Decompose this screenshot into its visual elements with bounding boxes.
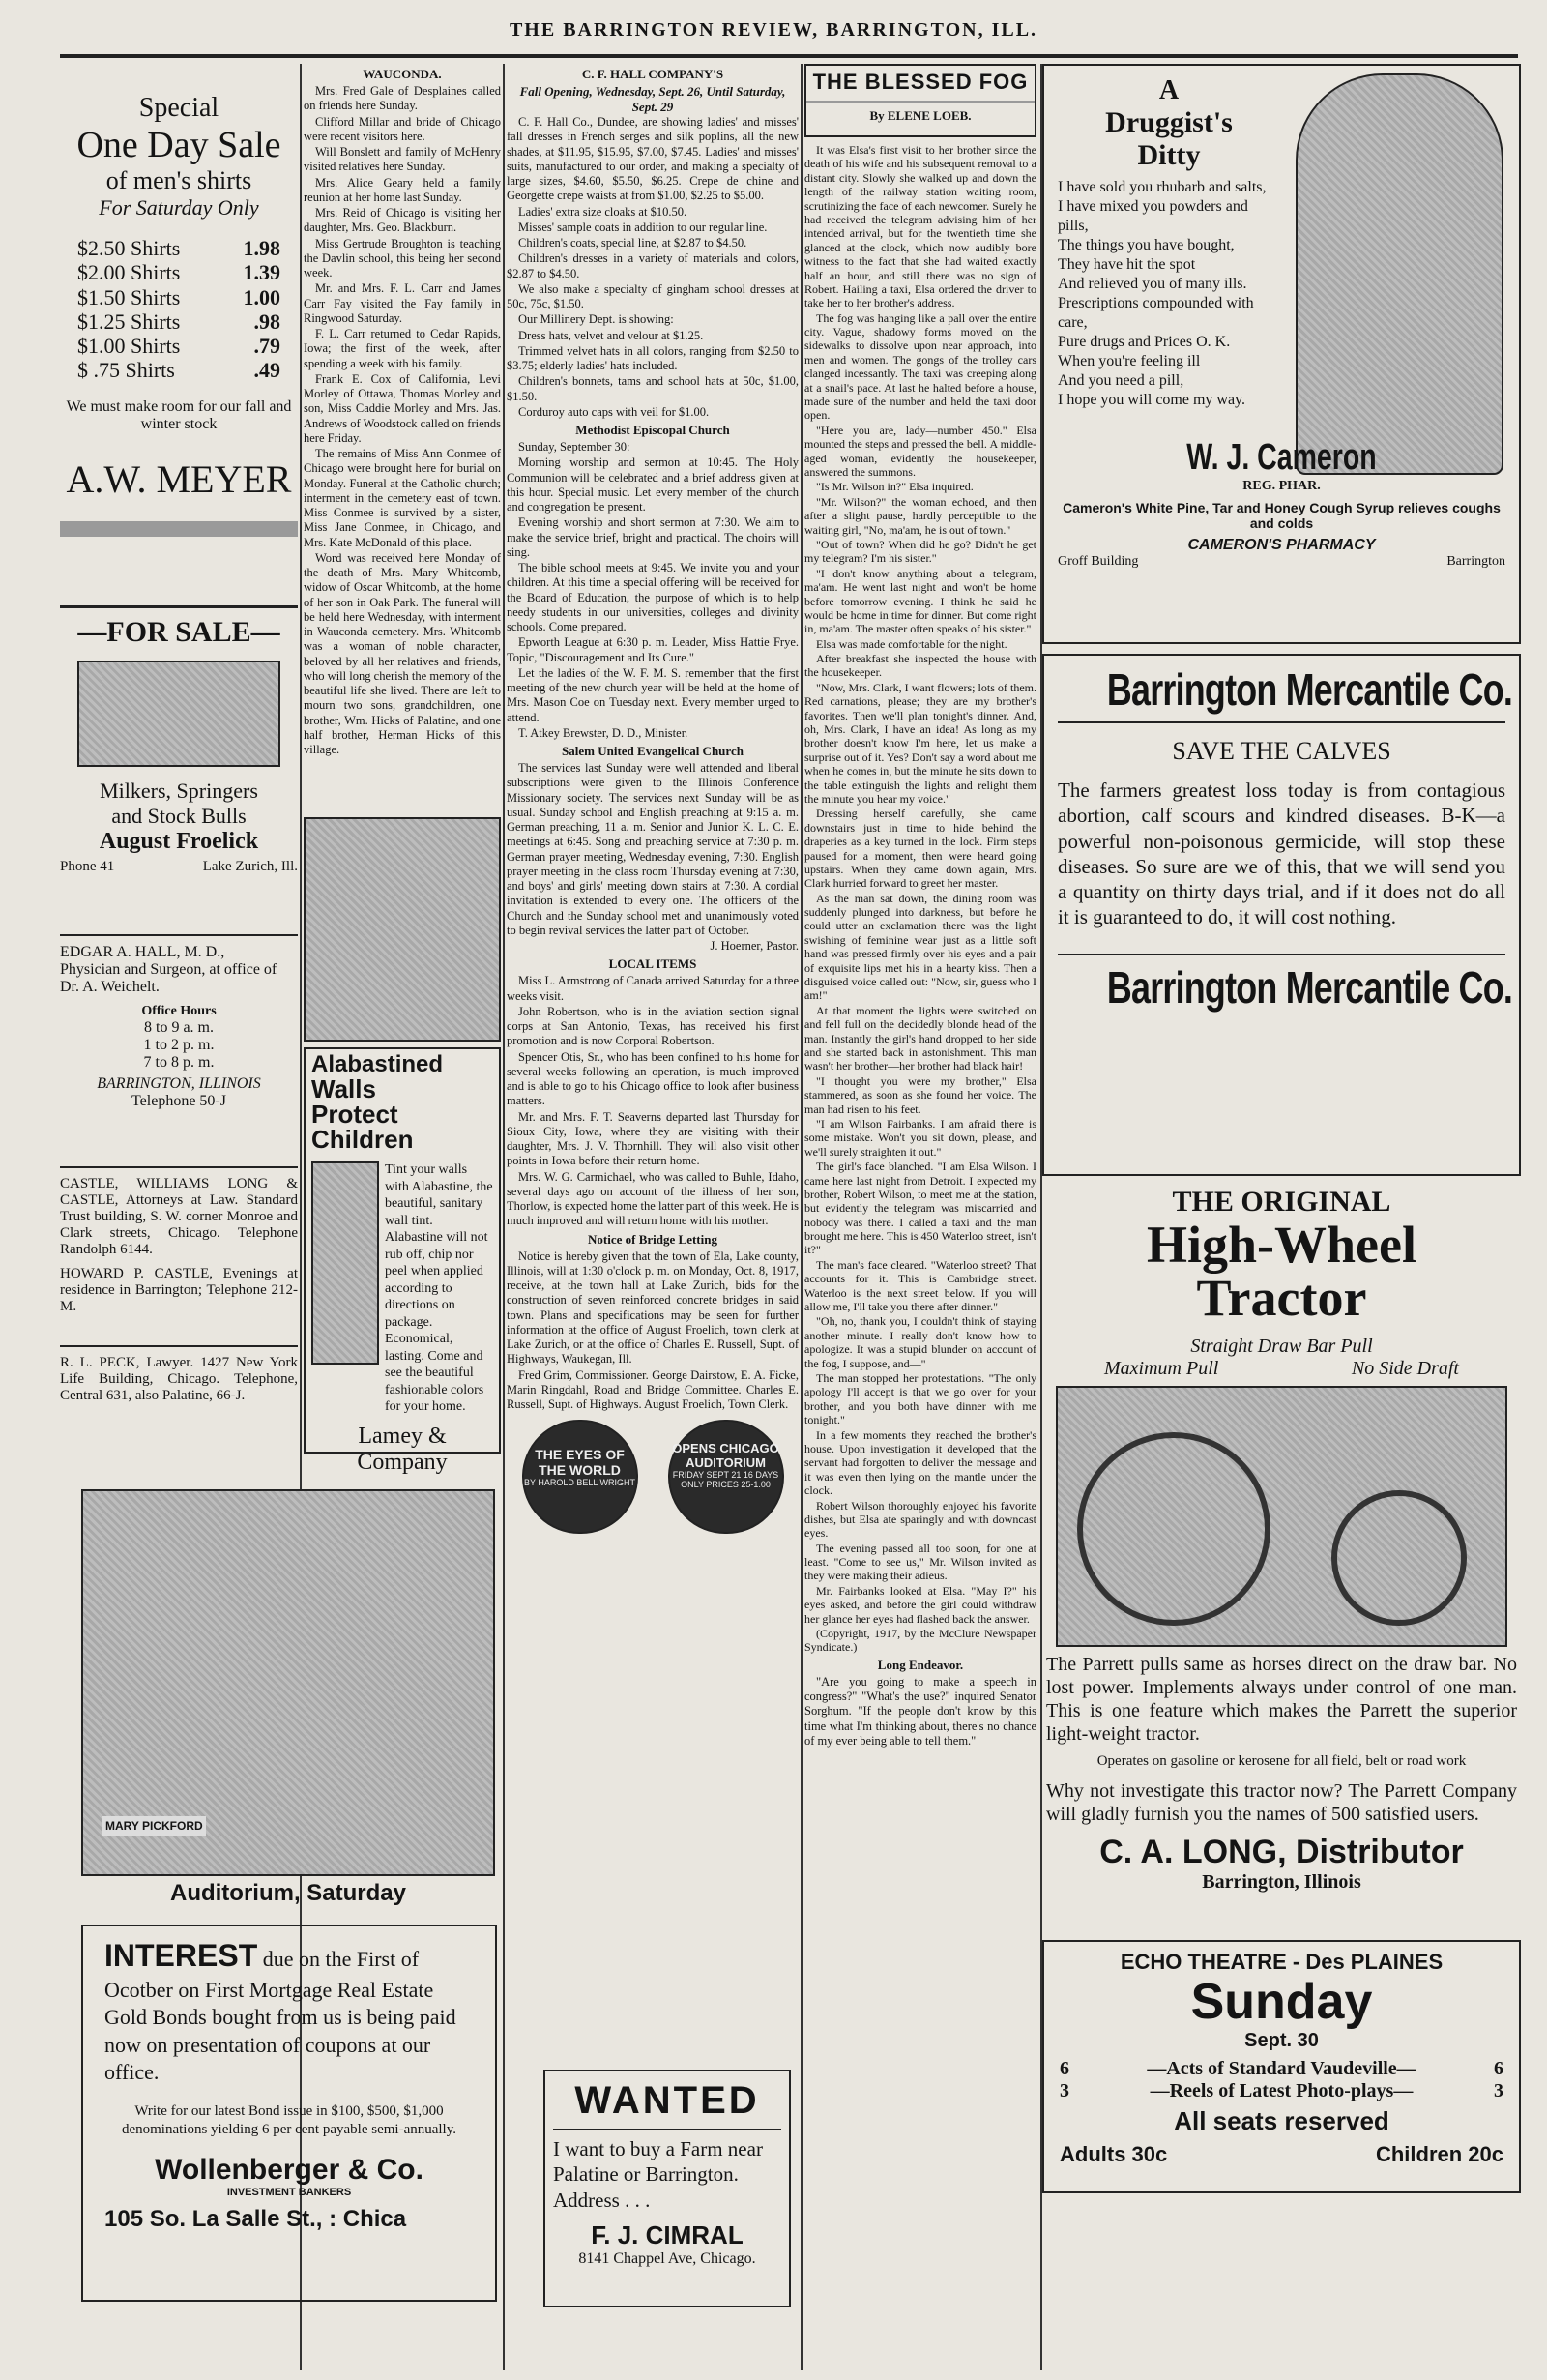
phone: Phone 41 <box>60 859 115 874</box>
lawyer-text: R. L. PECK, Lawyer. 1427 New York Life Building, Chicago. Telephone, Central 631, also Palatine, 66-J. <box>60 1355 298 1403</box>
ad-heading: WANTED <box>574 2079 760 2122</box>
paragraph: Will Bonslett and family of McHenry visited relatives here Sunday. <box>304 145 501 174</box>
paragraph: Mrs. Alice Geary held a family reunion at her home last Sunday. <box>304 175 501 204</box>
package-illustration <box>311 1161 379 1365</box>
ad-body: The Parrett pulls same as horses direct on the draw bar. No lost power. Implements always under control of one man. This is one feature which makes the Parrett the superior light-weight tractor. <box>1046 1653 1517 1745</box>
badge-subtitle: FRIDAY SEPT 21 16 DAYS ONLY PRICES 25-1.00 <box>672 1470 779 1490</box>
ad-body: Why not investigate this tractor now? The Parrett Company will gladly furnish you the names of 500 satisfied users. <box>1046 1779 1517 1825</box>
paragraph: The services last Sunday were well attended and liberal subscriptions were given to the Illinois Conference Missionary society. The services next Sunday will be as usual. Sunday school and English preaching at 9:15 a. m. German preaching, 11 a. m. Senior and Junior K. L. C. E. meetings at 6:45. Song and preaching service at 7:30 p. m. German prayer meeting, Wednesday evening, 7:30. English prayer meeting in the class room Thursday evening at 7:30, and boys' and girls' meeting down stairs at 7:30. A cordial invitation is extended to every one. The officers of the Church and the Sunday school met and unanimously voted to begin revival services the latter part of October. <box>507 761 799 937</box>
program-count: 6 <box>1494 2058 1503 2080</box>
paragraph: Miss L. Armstrong of Canada arrived Saturday for a three weeks visit. <box>507 974 799 1003</box>
ad-heading: THE ORIGINAL <box>1172 1186 1391 1218</box>
attorney-text-2: HOWARD P. CASTLE, Evenings at residence in Barrington; Telephone 212-M. <box>60 1266 298 1314</box>
column-rule <box>801 64 803 2370</box>
price-list <box>60 236 298 383</box>
tractor-illustration <box>1056 1386 1507 1647</box>
paragraph: The man's face cleared. "Waterloo street? That accounts for it. This is Cambridge street. Waterloo is the next street below. If you will allow me, I'll take you there after dinner." <box>804 1257 1036 1314</box>
article-body <box>507 115 799 420</box>
paragraph: We also make a specialty of gingham school dresses at 50c, 75c, $1.50. <box>507 281 799 310</box>
distributor-town: Barrington, Illinois <box>1202 1870 1361 1893</box>
paragraph: "I thought you were my brother," Elsa stammered, as soon as she found her voice. The man had risen to his feet. <box>804 1073 1036 1116</box>
item-label: $1.00 Shirts <box>77 334 181 359</box>
poem-line: I have sold you rhubarb and salts, <box>1058 179 1267 195</box>
paragraph: After breakfast she inspected the house with the housekeeper. <box>804 652 1036 680</box>
ad-note: We must make room for our fall and winter stock <box>66 397 292 432</box>
paragraph: Dress hats, velvet and velour at $1.25. <box>518 328 704 342</box>
photo-caption: Auditorium, Saturday <box>169 1880 407 1906</box>
paragraph: Mrs. Reid of Chicago is visiting her daughter, Mrs. Geo. Blackburn. <box>304 206 501 235</box>
paragraph: Morning worship and sermon at 10:45. The Holy Communion will be celebrated and a brief address given at this hour. Special music. Let every member of the church and congregation be present. <box>507 455 799 514</box>
ad-line: and Stock Bulls <box>111 804 247 828</box>
column-5 <box>1042 64 1521 2365</box>
item-price: 1.98 <box>243 236 280 260</box>
paragraph: Mr. and Mrs. F. T. Seaverns departed last Thursday for Sioux City, Iowa, where they are visiting with their daughter, Mrs. J. V. Thornhill. They will also visit other points in Iowa before their return home. <box>507 1109 799 1168</box>
paragraph: Children's coats, special line, at $2.87 to $4.50. <box>518 236 747 250</box>
ad-line: Milkers, Springers <box>100 779 258 803</box>
paragraph: "Out of town? When did he go? Didn't he get my telegram? I'm his sister." <box>804 537 1036 566</box>
paragraph: Ladies' extra size cloaks at $10.50. <box>518 204 687 219</box>
ad-address: 8141 Chappel Ave, Chicago. <box>578 2249 756 2267</box>
shirt-sale-ad <box>60 64 298 605</box>
paragraph: Mrs. W. G. Carmichael, who was called to Buhle, Idaho, several days ago on account of the illness of her son, Thorlow, is expected home the latter part of this week. He is much improved and will return home with his mother. <box>507 1169 799 1228</box>
article-body <box>507 761 799 954</box>
poem-line: And you need a pill, <box>1058 372 1184 389</box>
paragraph: Elsa was made comfortable for the night. <box>816 636 1007 651</box>
mercantile-ad <box>1042 654 1521 1176</box>
ad-heading: Druggist's <box>1105 106 1233 138</box>
paragraph: Miss Gertrude Broughton is teaching the Davlin school, this being her second week. <box>304 236 501 279</box>
paragraph: "Here you are, lady—number 450." Elsa mounted the steps and pressed the bell. A middle-aged woman, evidently the housekeeper, answered the summons. <box>804 423 1036 479</box>
paragraph: Spencer Otis, Sr., who has been confined to his home for several weeks following an operation, is much improved and is able to go to his Chicago office to look after business matters. <box>507 1049 799 1108</box>
attorney-card <box>60 1166 298 1345</box>
item-price: .79 <box>253 334 280 359</box>
ad-heading: —FOR SALE— <box>77 616 280 648</box>
eyes-of-world-ad <box>507 1420 799 1534</box>
section-title: C. F. HALL COMPANY'S <box>581 67 724 81</box>
cow-illustration <box>77 661 280 767</box>
paragraph: In a few moments they reached the brother's house. Upon investigation it developed that the servant had forgotten to deliver the message and it was even then lying on the mantle under the clock. <box>804 1427 1036 1498</box>
paragraph: "Now, Mrs. Clark, I want flowers; lots of them. Red carnations, please; they are my brother's favorites. Then we'll plan tonight's dinner. And, oh, Mrs. Clark, I have an idea! As long as my brother doesn't know I'm here, let us make a surprise out of it. Yes? Don't say a word about me when he comes in, but the minute he sits down to the table extinguish the lights and relight them the minute you hear my voice." <box>804 680 1036 806</box>
ad-badge <box>522 1420 638 1534</box>
article-body <box>507 1249 799 1413</box>
paragraph: T. Atkey Brewster, D. D., Minister. <box>518 725 688 740</box>
program-item: —Reels of Latest Photo-plays— <box>1150 2080 1414 2102</box>
echo-theatre-ad <box>1042 1940 1521 2193</box>
poem-line: I have mixed you powders and pills, <box>1058 198 1248 234</box>
item-label: $2.50 Shirts <box>77 236 181 260</box>
signature: Fred Grim, Commissioner. George Dairstow, E. A. Ficke, Marin Ringdahl, Road and Bridge Committee. Charles E. Russell, Supt. of Highways. August Froelich, Town Clerk. <box>507 1367 799 1411</box>
badge-subtitle: BY HAROLD BELL WRIGHT <box>523 1478 636 1488</box>
decorative-bar <box>60 521 298 537</box>
distributor-name: C. A. LONG, Distributor <box>1099 1833 1464 1870</box>
paragraph: Robert Wilson thoroughly enjoyed his favorite dishes, but Elsa ate sparingly and with downcast eyes. <box>804 1498 1036 1541</box>
header-rule <box>60 54 1518 58</box>
paragraph: Word was received here Monday of the death of Mrs. Mary Whitcomb, widow of Oscar Whitcomb, at the home of her son in Oak Park. The funeral will be held here Wednesday, with interment in Wauconda cemetery. Mrs. Whitcomb was a woman of noble character, beloved by all her relatives and friends, who will long cherish the memory of the beautiful life she lived. There are left to mourn two sons, grandchildren, one brother, Wm. Hicks of Palatine, and one half brother, Herman Hicks of this village. <box>304 550 501 756</box>
tractor-ad <box>1042 1186 1521 1921</box>
ad-note: Operates on gasoline or kerosene for all field, belt or road work <box>1096 1752 1467 1769</box>
ad-heading: Special <box>138 93 219 123</box>
wanted-ad <box>543 2070 791 2307</box>
section-title: Notice of Bridge Letting <box>588 1231 717 1247</box>
story-author: By ELENE LOEB. <box>869 108 972 123</box>
ad-text: due on the First of Ocotber on First Mortgage Real Estate Gold Bonds bought from us is being paid now on presentation of coupons at our office. <box>104 1947 456 2085</box>
item-label: $ .75 Shirts <box>77 358 175 383</box>
ad-heading: SAVE THE CALVES <box>1172 737 1391 765</box>
section-title: Methodist Episcopal Church <box>575 423 730 437</box>
paragraph: John Robertson, who is in the aviation section signal corps at San Antonio, Texas, has received his first promotion and is now Corporal Robertson. <box>507 1004 799 1048</box>
pharmacist-name: W. J. Cameron <box>1186 437 1377 478</box>
section-title: WAUCONDA. <box>363 67 442 81</box>
program-count: 3 <box>1060 2080 1069 2102</box>
paragraph: Mrs. Fred Gale of Desplaines called on friends here Sunday. <box>304 84 501 113</box>
store-name: A.W. MEYER <box>66 456 292 501</box>
badge-title: THE EYES OF THE WORLD <box>535 1447 625 1479</box>
town: Barrington <box>1446 554 1505 569</box>
ad-subheading: No Side Draft <box>1351 1357 1459 1379</box>
paragraph: "Oh, no, thank you, I couldn't think of staying another minute. I really don't know how to apologize. It was a stupid blunder on account of the fog, I suppose, and—" <box>804 1314 1036 1370</box>
seller-name: August Froelick <box>99 829 259 854</box>
pharmacy-name: CAMERON'S PHARMACY <box>1187 537 1376 553</box>
paragraph: It was Elsa's first visit to her brother since the death of his wife and his subsequent removal to a distant city. Slowly she walked up and down the length of the railway station waiting room, scrutinizing the face of each newcomer. Surely he had received the telegram advising him of her intended arrival, but for the twentieth time she glanced at the clock, which now audibly bore witness to the fact that she had waited exactly half an hour, and still there was no sign of Robert. Hailing a taxi, Elsa ordered the driver to take her to her brother's address. <box>804 143 1036 310</box>
poem-line: Prescriptions compounded with care, <box>1058 295 1254 331</box>
price-row <box>60 334 298 358</box>
paragraph: As the man sat down, the dining room was suddenly plunged into darkness, but before he could utter an exclamation there was the light swishing of feminine wear just as a little soft hand was pressed firmly over his eyes and a pair of exquisite lips met his in a hearty kiss. Then a disguised voice called out: "Now, sir, guess who I am!" <box>804 891 1036 1003</box>
auditorium-photo <box>81 1489 495 1876</box>
firm-name: Wollenberger & Co. <box>155 2153 423 2186</box>
paragraph: F. L. Carr returned to Cedar Rapids, Iowa; the first of the week, after spending a week with his family. <box>304 327 501 370</box>
druggist-ad <box>1042 64 1521 644</box>
ad-heading: Ditty <box>1137 139 1201 171</box>
doctor-tel: Telephone 50-J <box>131 1093 226 1109</box>
paragraph: The fog was hanging like a pall over the entire city. Vague, shadowy forms moved on the sidewalks to dissolve upon near approach, into men and women. The gongs of the trolley cars clanged incessantly. The taxi was creeping along at a snail's pace. At last he halted before a house, made sure of the number and held the taxi door open. <box>804 310 1036 423</box>
item-label: $1.25 Shirts <box>77 309 181 334</box>
doctor-desc: Physician and Surgeon, at office of Dr. A. Weichelt. <box>60 961 277 995</box>
store-name: Barrington Mercantile Co. <box>1106 961 1513 1013</box>
doctor-name: EDGAR A. HALL, M. D., <box>60 944 225 960</box>
paragraph: Epworth League at 6:30 p. m. Leader, Miss Hattie Frye. Topic, "Discouragement and Its Cure." <box>507 635 799 664</box>
ad-heading: Walls <box>311 1074 376 1103</box>
ad-heading: Children <box>311 1125 414 1154</box>
price-row <box>60 358 298 382</box>
story-title-box <box>804 64 1036 137</box>
wauconda-news <box>304 67 501 811</box>
ad-subheading: Maximum Pull <box>1104 1357 1219 1379</box>
hours-line: 7 to 8 p. m. <box>143 1054 215 1071</box>
section-title: LOCAL ITEMS <box>608 956 697 972</box>
ad-body: I want to buy a Farm near Palatine or Barrington. Address . . . <box>553 2137 763 2212</box>
prices <box>1060 2142 1503 2167</box>
paragraph: Mr. Fairbanks looked at Elsa. "May I?" his eyes asked, and before the girl could withdraw her glance her eyes had flashed back the answer. <box>804 1583 1036 1626</box>
doctor-city: BARRINGTON, ILLINOIS <box>97 1075 261 1092</box>
show-day: Sunday <box>1190 1974 1373 2030</box>
column-4 <box>804 64 1036 2356</box>
ad-subheadings <box>1046 1358 1517 1380</box>
item-price: .49 <box>253 358 280 383</box>
children-illustration <box>304 817 501 1042</box>
price-row <box>60 285 298 309</box>
article-body <box>804 1675 1036 1748</box>
paragraph: Notice is hereby given that the town of Ela, Lake county, Illinois, will at 1:30 o'clock p. m. on Monday, Oct. 8, 1917, receive, at the town hall at Lake Zurich, bids for the construction of seven reinforced concrete bridges in said town. Plans and specifications may be seen for further information at the office of August Froelich, town clerk at Lake Zurich, or at the office of Charles E. Russell, Supt. of Highways, Waukegan, Ill. <box>507 1249 799 1366</box>
doctor-card <box>60 934 298 1166</box>
program-count: 3 <box>1493 2080 1503 2102</box>
column-3 <box>507 64 799 2356</box>
ad-heading: INTEREST <box>104 1938 258 1973</box>
section-subtitle: Fall Opening, Wednesday, Sept. 26, Until Saturday, Sept. 29 <box>519 84 786 114</box>
paragraph: The evening passed all too soon, for one at least. "Come to see us," Mr. Wilson invited as they were making their adieus. <box>804 1541 1036 1583</box>
show-date: Sept. 30 <box>1244 2030 1319 2052</box>
paragraph: Misses' sample coats in addition to our regular line. <box>518 220 768 234</box>
ad-body <box>104 1936 474 2087</box>
paragraph: Trimmed velvet hats in all colors, ranging from $2.50 to $3.75; elderly ladies' hats included. <box>507 343 799 372</box>
paragraph: Frank E. Cox of California, Levi Morley of Ottawa, Thomas Morley and son, Miss Caddie Morley and Mrs. Jas. Andrews of Woodstock called on friends here Friday. <box>304 371 501 445</box>
paragraph: "Is Mr. Wilson in?" Elsa inquired. <box>816 480 974 494</box>
ad-body: Tint your walls with Alabastine, the beautiful, sanitary wall tint. Alabastine will not rub off, chip nor peel when applied according to directions on package. Economical, lasting. Come and see the beautiful fashionable colors for your home. <box>385 1162 493 1414</box>
paragraph: At that moment the lights were switched on and fell full on the decidedly blonde head of the man. Instantly the girl's hand dropped to her side and she started back in astonishment. This man wasn't her brother—her brother had black hair! <box>804 1003 1036 1073</box>
store-name: Barrington Mercantile Co. <box>1106 664 1513 715</box>
poem <box>1058 178 1280 410</box>
paragraph: The remains of Miss Ann Conmee of Chicago were brought here for burial on Monday. Funeral at the Catholic church; interment in the cemetery east of town. Miss Conmee is survived by a sister, Miss Jane Conmee, in Chicago, and Mrs. Kate McDonald of this place. <box>304 447 501 549</box>
item-price: 1.00 <box>243 284 280 309</box>
article-body <box>507 440 799 741</box>
lawyer-card <box>60 1345 298 1452</box>
interest-ad <box>81 1925 497 2302</box>
paragraph: The bible school meets at 9:45. We invite you and your children. At this time a special offering will be received for the Board of Education, the purpose of which is to help needy students in our universities, colleges and divinity schools. Come prepared. <box>507 561 799 633</box>
seating-note: All seats reserved <box>1174 2106 1389 2136</box>
attorney-text: CASTLE, WILLIAMS LONG & CASTLE, Attorneys at Law. Standard Trust building, S. W. corner Monroe and Clark streets, Chicago. Telephone Randolph 6144. <box>60 1176 298 1257</box>
pharmacist-title: REG. PHAR. <box>1242 479 1321 493</box>
section-title: Long Endeavor. <box>877 1657 964 1672</box>
price-row <box>60 260 298 284</box>
paragraph: Children's bonnets, tams and school hats at 50c, $1.00, $1.50. <box>507 374 799 403</box>
poem-line: When you're feeling ill <box>1058 353 1201 369</box>
story-body <box>804 143 1036 1655</box>
store-name: Lamey & Company <box>357 1423 448 1475</box>
ad-heading: A <box>1158 75 1180 105</box>
product-line: Cameron's White Pine, Tar and Honey Cough Syrup relieves coughs and colds <box>1063 500 1501 531</box>
ad-heading: of men's shirts <box>105 166 252 194</box>
hours-line: 1 to 2 p. m. <box>143 1037 215 1053</box>
article-body <box>507 974 799 1228</box>
program-row <box>1060 2058 1503 2080</box>
hours-title: Office Hours <box>141 1004 217 1018</box>
paragraph: "Mr. Wilson?" the woman echoed, and then after a slight pause, hardly perceptible to the waiting girl, "No, ma'am, he is out of town." <box>804 494 1036 537</box>
paragraph: C. F. Hall Co., Dundee, are showing ladies' and misses' fall dresses in French serges and silk poplins, all the new shades, at $11.95, $15.95, $7.00, $7.45. Ladies' and misses' suits, manufactured to our order, and making a specialty of large sizes, $4.60, $5.50, $6.25. Crepe de chine and Georgette crepe waists at from $1.00, $2.25 to $5.00. <box>507 115 799 203</box>
poem-line: And relieved you of many ills. <box>1058 276 1247 292</box>
adult-price: Adults 30c <box>1060 2142 1168 2167</box>
paragraph: Corduroy auto caps with veil for $1.00. <box>518 404 710 419</box>
program-item: —Acts of Standard Vaudeville— <box>1147 2058 1416 2080</box>
ad-subheading: Straight Draw Bar Pull <box>1190 1335 1373 1357</box>
hours-line: 8 to 9 a. m. <box>144 1019 214 1036</box>
place: Lake Zurich, Ill. <box>202 859 298 874</box>
seller-contact <box>60 855 298 879</box>
column-rule <box>503 64 505 2370</box>
poem-line: They have hit the spot <box>1058 256 1196 273</box>
ad-name: F. J. CIMRAL <box>591 2219 744 2249</box>
poem-line: I hope you will come my way. <box>1058 392 1246 408</box>
item-price: .98 <box>253 309 280 334</box>
paragraph: "Are you going to make a speech in congress?" "What's the use?" inquired Senator Sorghum. "If the people don't know by this time what I'm thinking about, there's no chance of my ever being able to tell them." <box>804 1674 1036 1748</box>
page-header: THE BARRINGTON REVIEW, BARRINGTON, ILL. <box>509 19 1038 41</box>
program-count: 6 <box>1060 2058 1069 2080</box>
paragraph: The girl's face blanched. "I am Elsa Wilson. I came here last night from Detroit. I expected my brother, Robert Wilson, to meet me at the station, but evidently the telegram was miscarried and nobody was there. I called a taxi and the man brought me here. This is 450 Waterloo street, isn't it?" <box>804 1160 1036 1257</box>
for-sale-ad <box>60 605 298 934</box>
child-price: Children 20c <box>1375 2142 1503 2167</box>
pharmacy-address <box>1058 554 1505 570</box>
program-row <box>1060 2080 1503 2102</box>
item-label: $2.00 Shirts <box>77 260 181 285</box>
alabastine-ad <box>304 1047 501 1475</box>
paragraph: Our Millinery Dept. is showing: <box>518 312 674 327</box>
story-title: THE BLESSED FOG <box>812 70 1029 94</box>
photo-sign: MARY PICKFORD <box>102 1816 206 1836</box>
poem-line: The things you have bought, <box>1058 237 1235 253</box>
column-2 <box>304 64 501 1476</box>
paragraph: "I don't know anything about a telegram, ma'am. He went last night and won't be home before tomorrow evening. I think he said he would be home in time for dinner. But come right in, ma'am. The master often speaks of his sister." <box>804 566 1036 636</box>
druggist-illustration <box>1296 73 1503 475</box>
item-price: 1.39 <box>243 260 280 285</box>
paragraph: The man stopped her protestations. "The only apology I'll accept is that we go over for your brother, and you both have dinner with me tonight." <box>804 1370 1036 1427</box>
ad-subheading: For Saturday Only <box>99 195 259 220</box>
ad-heading: Tractor <box>1196 1269 1367 1327</box>
firm-subtitle: INVESTMENT BANKERS <box>226 2186 352 2198</box>
paragraph: (Copyright, 1917, by the McClure Newspaper Syndicate.) <box>804 1627 1036 1655</box>
price-row <box>60 309 298 334</box>
ad-note: Write for our latest Bond issue in $100, $500, $1,000 denominations yielding 6 per cent payable semi-annually. <box>121 2102 456 2138</box>
paragraph: Clifford Millar and bride of Chicago were recent visitors here. <box>304 114 501 143</box>
firm-address: 105 So. La Salle St., : Chica <box>104 2205 407 2232</box>
paragraph: Sunday, September 30: <box>518 440 630 454</box>
badge-title: OPENS CHICAGO AUDITORIUM <box>672 1441 779 1471</box>
article-body <box>304 84 501 757</box>
paragraph: Children's dresses in a variety of materials and colors, $2.87 to $4.50. <box>507 251 799 280</box>
ad-heading: One Day Sale <box>76 125 281 165</box>
ad-heading: Alabastined <box>311 1051 444 1077</box>
theatre-name: ECHO THEATRE - Des PLAINES <box>1120 1950 1444 1974</box>
signature: J. Hoerner, Pastor. <box>710 939 799 953</box>
paragraph: "I am Wilson Fairbanks. I am afraid there is some mistake. Won't you sit down, please, and we'll surely straighten it out." <box>804 1116 1036 1159</box>
price-row <box>60 236 298 260</box>
paragraph: Mr. and Mrs. F. L. Carr and James Carr Fay visited the Fay family in Ringwood Saturday. <box>304 281 501 325</box>
ad-heading: Protect <box>311 1100 398 1129</box>
building: Groff Building <box>1058 554 1139 569</box>
poem-line: Pure drugs and Prices O. K. <box>1058 334 1231 350</box>
paragraph: Evening worship and short sermon at 7:30. We aim to make the service brief, bright and practical. The choirs will sing. <box>507 515 799 559</box>
ad-body: The farmers greatest loss today is from contagious abortion, calf scours and kindred diseases. B-K—a powerful non-poisonous germicide, will stop these diseases. So sure are we of this, that we will send you a quantity on thirty days trial, and if it does not do all it is guaranteed to do, it will cost nothing. <box>1058 779 1505 929</box>
item-label: $1.50 Shirts <box>77 284 181 309</box>
ad-heading: High-Wheel <box>1147 1216 1416 1274</box>
paragraph: Dressing herself carefully, she came downstairs just in time to hide behind the draperies as a key turned in the lock. Firm steps paused for a moment, then were heard going upstairs. When they came down again, Mrs. Clark hurried forward to greet her master. <box>804 807 1036 891</box>
section-title: Salem United Evangelical Church <box>562 744 744 758</box>
paragraph: Let the ladies of the W. F. M. S. remember that the first meeting of the new church year will be held at the home of Mrs. Mason Coe on Tuesday next. Every member urged to attend. <box>507 665 799 724</box>
ad-badge <box>668 1420 784 1534</box>
